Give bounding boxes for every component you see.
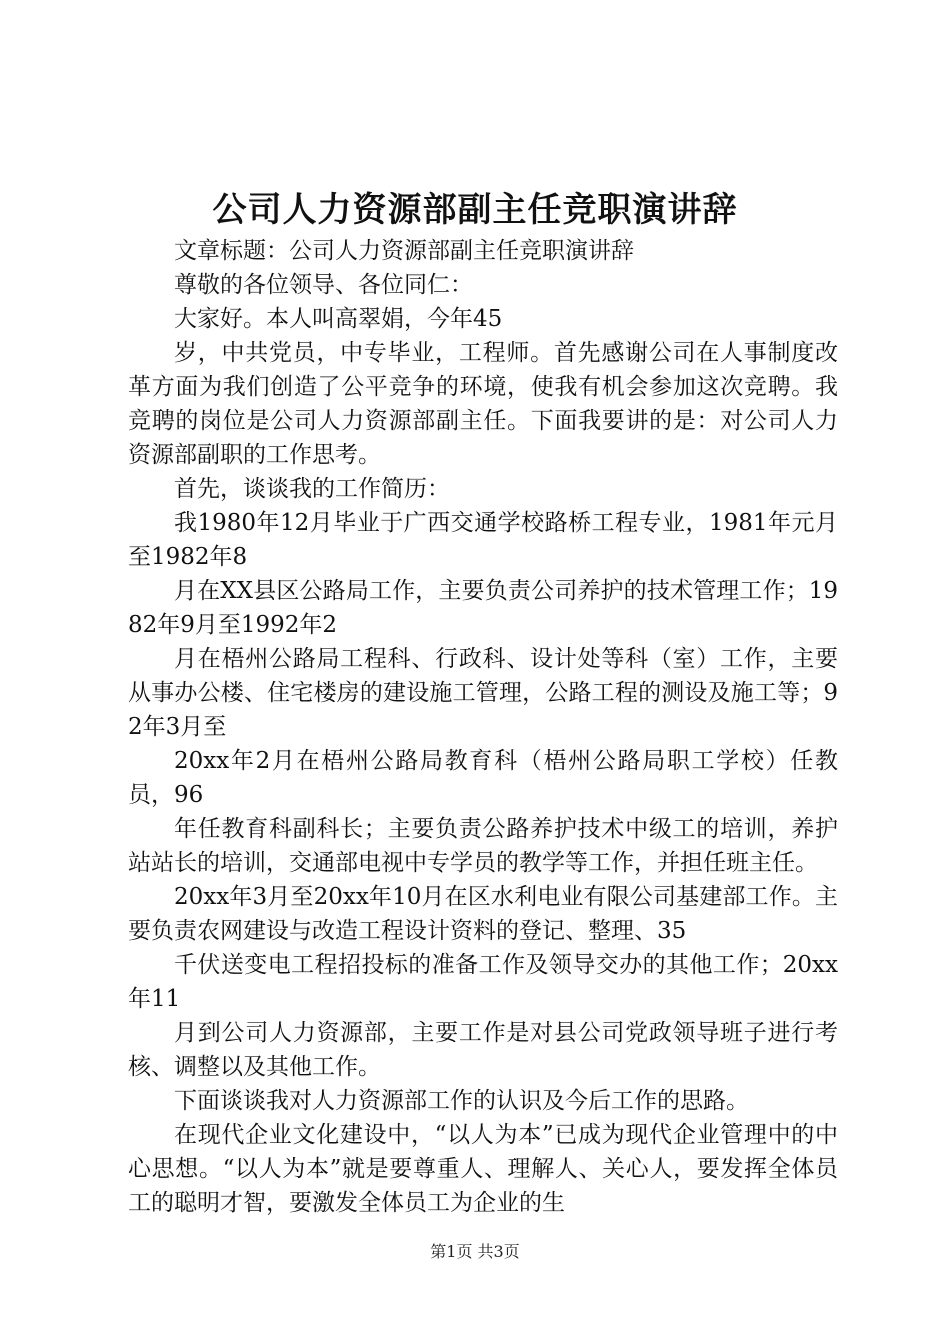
paragraph: 大家好。本人叫高翠娟，今年45 <box>174 306 503 332</box>
document-title: 公司人力资源部副主任竞职演讲辞 <box>212 190 738 230</box>
document-body <box>128 234 838 1220</box>
paragraph: 20xx年3月至20xx年10月在区水利电业有限公司基建部工作。主要负责农网建设与改造工程设计资料的登记、整理、35 <box>128 884 838 944</box>
paragraph: 我1980年12月毕业于广西交通学校路桥工程专业，1981年元月至1982年8 <box>128 510 838 570</box>
paragraph: 在现代企业文化建设中，“以人为本”已成为现代企业管理中的中心思想。“以人为本”就是要尊重人、理解人、关心人，要发挥全体员工的聪明才智，要激发全体员工为企业的生 <box>128 1122 838 1216</box>
paragraph: 月到公司人力资源部，主要工作是对县公司党政领导班子进行考核、调整以及其他工作。 <box>128 1020 838 1080</box>
paragraph: 年任教育科副科长；主要负责公路养护技术中级工的培训，养护站站长的培训，交通部电视中专学员的教学等工作，并担任班主任。 <box>128 816 838 876</box>
paragraph: 尊敬的各位领导、各位同仁： <box>174 272 473 298</box>
paragraph: 20xx年2月在梧州公路局教育科（梧州公路局职工学校）任教员，96 <box>128 748 838 808</box>
paragraph: 下面谈谈我对人力资源部工作的认识及今后工作的思路。 <box>174 1088 749 1114</box>
paragraph: 文章标题：公司人力资源部副主任竞职演讲辞 <box>174 238 634 264</box>
page-footer: 第1页 共3页 <box>430 1242 520 1261</box>
paragraph: 月在XX县区公路局工作，主要负责公司养护的技术管理工作；1982年9月至1992年2 <box>128 578 838 638</box>
paragraph: 月在梧州公路局工程科、行政科、设计处等科（室）工作，主要从事办公楼、住宅楼房的建设施工管理，公路工程的测设及施工等；92年3月至 <box>128 646 838 740</box>
paragraph: 首先，谈谈我的工作简历： <box>174 476 450 502</box>
paragraph: 岁，中共党员，中专毕业，工程师。首先感谢公司在人事制度改革方面为我们创造了公平竞争的环境，使我有机会参加这次竞聘。我竞聘的岗位是公司人力资源部副主任。下面我要讲的是：对公司人力资源部副职的工作思考。 <box>128 340 838 468</box>
paragraph: 千伏送变电工程招投标的准备工作及领导交办的其他工作；20xx年11 <box>128 952 838 1012</box>
